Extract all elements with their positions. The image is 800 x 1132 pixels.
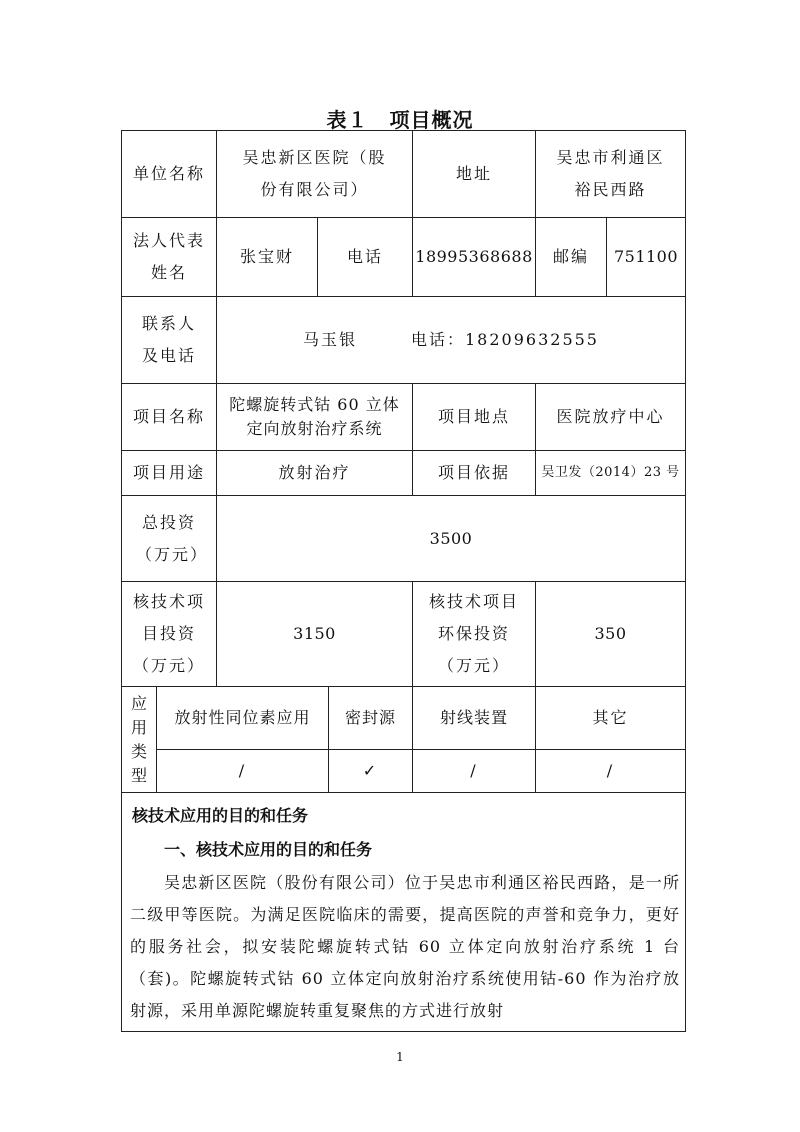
unit-label: 单位名称 (121, 130, 217, 218)
app-mark-other: / (535, 749, 686, 793)
project-basis-value: 吴卫发（2014）23 号 (535, 450, 686, 496)
project-name-value: 陀螺旋转式钴 60 立体定向放射治疗系统 (216, 383, 413, 451)
unit-value: 吴忠新区医院（股份有限公司） (216, 130, 413, 218)
app-col-ray-device: 射线装置 (412, 686, 536, 750)
postcode-value: 751100 (606, 217, 686, 297)
section-paragraph: 吴忠新区医院（股份有限公司）位于吴忠市利通区裕民西路，是一所二级甲等医院。为满足医院临床的需要，提高医院的声誉和竞争力，更好的服务社会，拟安装陀螺旋转式钴 60 立体定向放射治疗系统 1 台（套)。陀螺旋转式钴 60 立体定向放射治疗系统使用钴-60 作为治疗放射源，采用单源陀螺旋转重复聚焦的方式进行放射 (130, 873, 680, 1020)
project-location-value: 医院放疗中心 (535, 383, 686, 451)
table-title: 表１ 项目概况 (326, 108, 474, 132)
env-investment-value: 350 (535, 581, 686, 687)
project-name-label: 项目名称 (121, 383, 217, 451)
total-investment-label: 总投资（万元） (121, 495, 217, 582)
phone-value: 18995368688 (412, 217, 536, 297)
legal-label: 法人代表姓名 (121, 217, 217, 297)
app-mark-isotope: / (156, 749, 329, 793)
nuclear-investment-label: 核技术项目投资（万元） (121, 581, 217, 687)
contact-value: 马玉银 电话：18209632555 (216, 296, 686, 384)
project-location-label: 项目地点 (412, 383, 536, 451)
total-investment-value: 3500 (216, 495, 686, 582)
address-value: 吴忠市利通区裕民西路 (535, 130, 686, 218)
app-mark-ray-device: / (412, 749, 536, 793)
app-col-other: 其它 (535, 686, 686, 750)
app-col-isotope: 放射性同位素应用 (156, 686, 329, 750)
legal-value: 张宝财 (216, 217, 318, 297)
project-basis-label: 项目依据 (412, 450, 536, 496)
phone-label: 电话 (317, 217, 413, 297)
contact-label: 联系人及电话 (121, 296, 217, 384)
env-investment-label: 核技术项目环保投资（万元） (412, 581, 536, 687)
address-label: 地址 (412, 130, 536, 218)
postcode-label: 邮编 (535, 217, 607, 297)
app-mark-sealed-source: ✓ (328, 749, 413, 793)
nuclear-investment-value: 3150 (216, 581, 413, 687)
purpose-section (121, 792, 686, 1032)
section-subheading: 一、核技术应用的目的和任务 (164, 840, 373, 859)
project-use-label: 项目用途 (121, 450, 217, 496)
app-col-sealed-source: 密封源 (328, 686, 413, 750)
page-number: 1 (396, 1050, 404, 1064)
section-heading: 核技术应用的目的和任务 (132, 806, 309, 825)
app-type-label: 应用类型 (121, 686, 157, 793)
project-use-value: 放射治疗 (216, 450, 413, 496)
